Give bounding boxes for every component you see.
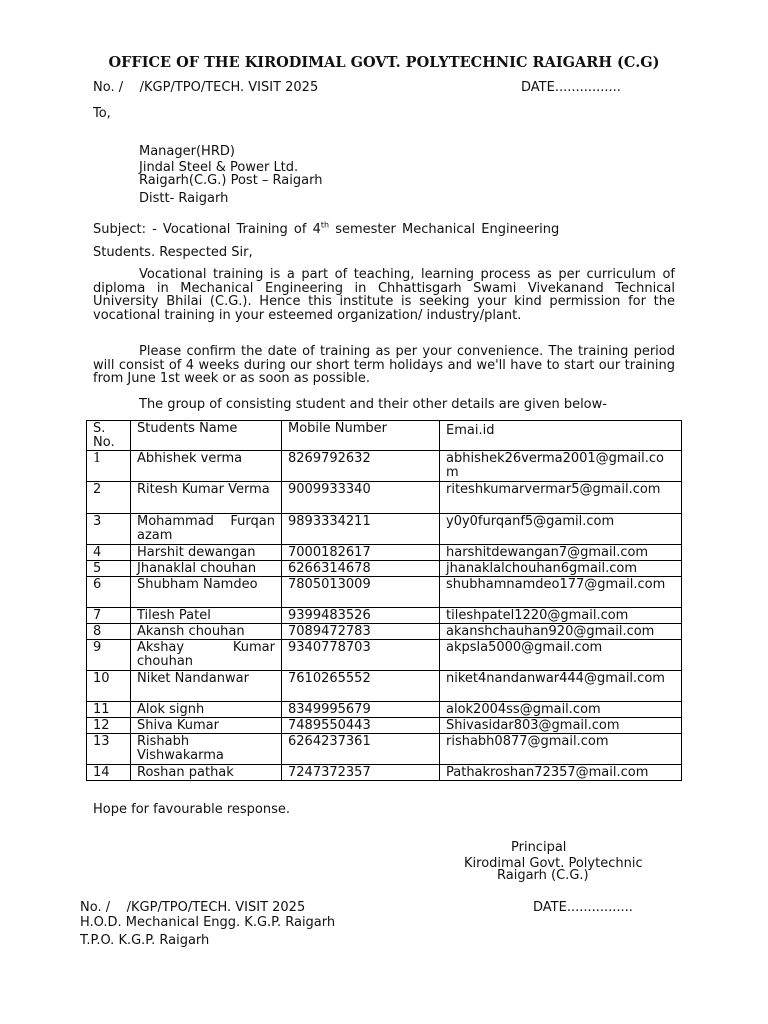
table-header-row — [87, 421, 682, 451]
cell-sno: 10 — [87, 671, 131, 702]
cell-student-name: Ritesh Kumar Verma — [131, 482, 282, 514]
cell-student-name: Shiva Kumar — [131, 718, 282, 734]
table-row — [87, 545, 682, 561]
cell-mobile-number: 7247372357 — [282, 765, 440, 781]
subject-continuation: Students. Respected Sir, — [93, 245, 253, 260]
copy-to-hod: H.O.D. Mechanical Engg. K.G.P. Raigarh — [80, 915, 336, 930]
table-row — [87, 702, 682, 718]
salutation-to: To, — [93, 106, 111, 121]
cell-mobile-number: 9340778703 — [282, 640, 440, 671]
table-row — [87, 765, 682, 781]
cell-sno: 7 — [87, 608, 131, 624]
signatory-place: Raigarh (C.G.) — [497, 868, 589, 883]
cell-sno: 5 — [87, 561, 131, 577]
table-row — [87, 482, 682, 514]
addressee-district: Distt- Raigarh — [139, 191, 229, 206]
table-row — [87, 514, 682, 545]
cell-student-name: Mohammad Furqan azam — [131, 514, 282, 545]
cell-sno: 3 — [87, 514, 131, 545]
cell-email: abhishek26verma2001@gmail.com — [440, 451, 682, 482]
cell-email: y0y0furqanf5@gamil.com — [440, 514, 682, 545]
subject-line: Subject: - Vocational Training of 4th semester Mechanical Engineering — [93, 220, 560, 237]
header-email: Emai.id — [440, 421, 682, 451]
cell-sno: 1 — [87, 451, 131, 482]
cell-sno: 4 — [87, 545, 131, 561]
date-field: DATE................ — [521, 80, 621, 95]
cell-sno: 2 — [87, 482, 131, 514]
cell-mobile-number: 7089472783 — [282, 624, 440, 640]
signatory-title: Principal — [511, 840, 567, 855]
cell-email: rishabh0877@gmail.com — [440, 734, 682, 765]
cell-email: harshitdewangan7@gmail.com — [440, 545, 682, 561]
header-name: Students Name — [131, 421, 282, 451]
cell-sno: 8 — [87, 624, 131, 640]
cell-email: akanshchauhan920@gmail.com — [440, 624, 682, 640]
cell-email: akpsla5000@gmail.com — [440, 640, 682, 671]
table-row — [87, 451, 682, 482]
cell-student-name: Roshan pathak — [131, 765, 282, 781]
cell-student-name: Harshit dewangan — [131, 545, 282, 561]
cell-email: riteshkumarvermar5@gmail.com — [440, 482, 682, 514]
cell-sno: 12 — [87, 718, 131, 734]
table-row — [87, 561, 682, 577]
cell-student-name: Akansh chouhan — [131, 624, 282, 640]
signatory-organization: Kirodimal Govt. Polytechnic — [464, 856, 643, 871]
table-row — [87, 640, 682, 671]
cell-student-name: Niket Nandanwar — [131, 671, 282, 702]
cell-student-name: Akshay Kumar chouhan — [131, 640, 282, 671]
copy-to-tpo: T.P.O. K.G.P. Raigarh — [80, 933, 210, 948]
table-row — [87, 734, 682, 765]
cell-student-name: Rishabh Vishwakarma — [131, 734, 282, 765]
cell-email: niket4nandanwar444@gmail.com — [440, 671, 682, 702]
cell-student-name: Abhishek verma — [131, 451, 282, 482]
cell-mobile-number: 6264237361 — [282, 734, 440, 765]
table-row — [87, 577, 682, 608]
reference-number: No. / /KGP/TPO/TECH. VISIT 2025 — [93, 80, 319, 95]
cell-mobile-number: 7610265552 — [282, 671, 440, 702]
header-sno: S. No. — [87, 421, 131, 451]
addressee-designation: Manager(HRD) — [139, 144, 235, 159]
cell-sno: 11 — [87, 702, 131, 718]
cell-mobile-number: 9399483526 — [282, 608, 440, 624]
cell-mobile-number: 7489550443 — [282, 718, 440, 734]
table-row — [87, 608, 682, 624]
cell-mobile-number: 9009933340 — [282, 482, 440, 514]
body-paragraph-3: The group of consisting student and their other details are given below- — [139, 397, 607, 412]
cell-mobile-number: 9893334211 — [282, 514, 440, 545]
cell-student-name: Alok signh — [131, 702, 282, 718]
cell-email: Pathakroshan72357@mail.com — [440, 765, 682, 781]
cell-email: shubhamnamdeo177@gmail.com — [440, 577, 682, 608]
letter-title: OFFICE OF THE KIRODIMAL GOVT. POLYTECHNIC RAIGARH (C.G) — [108, 54, 660, 71]
cell-student-name: Tilesh Patel — [131, 608, 282, 624]
cell-student-name: Shubham Namdeo — [131, 577, 282, 608]
cell-sno: 14 — [87, 765, 131, 781]
cell-mobile-number: 8349995679 — [282, 702, 440, 718]
cell-email: tileshpatel1220@gmail.com — [440, 608, 682, 624]
student-details-table — [86, 420, 682, 781]
table-row — [87, 671, 682, 702]
footer-reference-number: No. / /KGP/TPO/TECH. VISIT 2025 — [80, 900, 306, 915]
cell-sno: 9 — [87, 640, 131, 671]
cell-email: alok2004ss@gmail.com — [440, 702, 682, 718]
addressee-company: Jindal Steel & Power Ltd. — [139, 160, 299, 175]
body-paragraph-1: Vocational training is a part of teaching, learning process as per curriculum of diploma in Mechanical Engineering in Chhattisgarh Swami Vivekanand Technical University Bhilai (C.G.). Hence this institute is seeking your kind permission for the vocational training in your esteemed organization/ industry/plant. — [93, 267, 675, 323]
table-row — [87, 624, 682, 640]
addressee-address: Raigarh(C.G.) Post – Raigarh — [139, 173, 323, 188]
cell-email: jhanaklalchouhan6gmail.com — [440, 561, 682, 577]
cell-email: Shivasidar803@gmail.com — [440, 718, 682, 734]
header-mobile: Mobile Number — [282, 421, 440, 451]
cell-student-name: Jhanaklal chouhan — [131, 561, 282, 577]
table-row — [87, 718, 682, 734]
footer-date-field: DATE................ — [533, 900, 633, 915]
cell-mobile-number: 7805013009 — [282, 577, 440, 608]
cell-mobile-number: 8269792632 — [282, 451, 440, 482]
cell-sno: 6 — [87, 577, 131, 608]
body-paragraph-2: Please confirm the date of training as per your convenience. The training period will consist of 4 weeks during our short term holidays and we'll have to start our training from June 1st week or as soon as possible. — [93, 344, 675, 386]
cell-mobile-number: 7000182617 — [282, 545, 440, 561]
cell-sno: 13 — [87, 734, 131, 765]
cell-mobile-number: 6266314678 — [282, 561, 440, 577]
closing-line: Hope for favourable response. — [93, 802, 291, 817]
